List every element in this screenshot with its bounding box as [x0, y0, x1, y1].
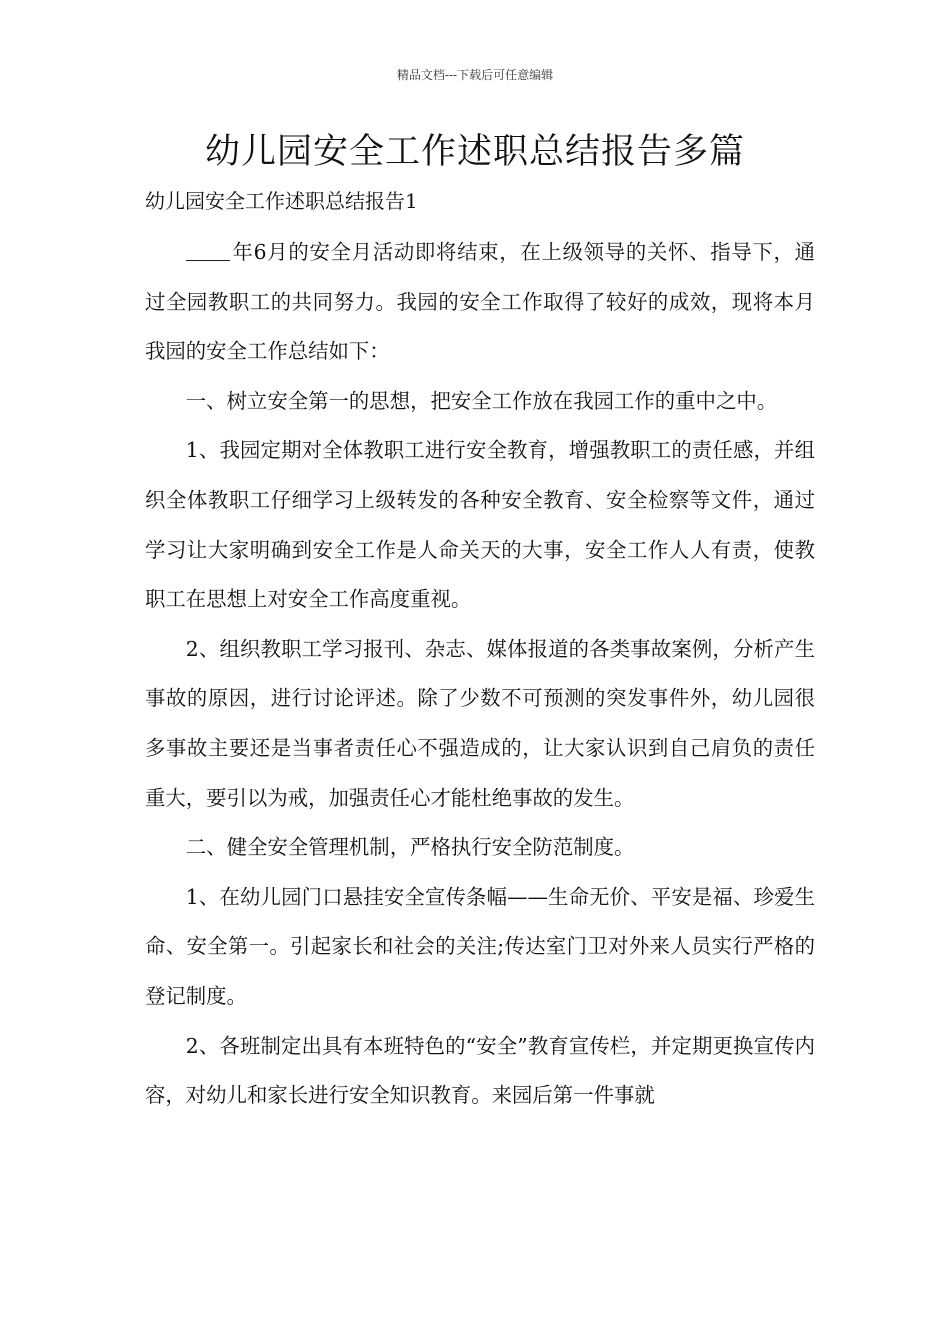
paragraph-intro-text: 年6月的安全月活动即将结束，在上级领导的关怀、指导下，通过全园教职工的共同努力。我园的安全工作取得了较好的成效，现将本月我园的安全工作总结如下：: [145, 240, 815, 364]
paragraph-heading-2: 二、健全安全管理机制，严格执行安全防范制度。: [185, 835, 635, 860]
year-blank: [186, 240, 230, 261]
paragraph-item-1-1: 1、我园定期对全体教职工进行安全教育，增强教职工的责任感，并组织全体教职工仔细学习上级转发的各种安全教育、安全检察等文件，通过学习让大家明确到安全工作是人命关天的大事，安全工作人人有责，使教职工在思想上对安全工作高度重视。: [145, 438, 815, 612]
paragraph-item-2-2: 2、各班制定出具有本班特色的“安全”教育宣传栏，并定期更换宣传内容，对幼儿和家长进行安全知识教育。来园后第一件事就: [145, 1033, 815, 1108]
paragraph-intro: [145, 228, 815, 377]
header-note: 精品文档---下载后可任意编辑: [396, 68, 554, 82]
document-subtitle: 幼儿园安全工作述职总结报告1: [145, 189, 418, 213]
document-body: [145, 228, 815, 1121]
paragraph-item-1-2: 2、组织教职工学习报刊、杂志、媒体报道的各类事故案例，分析产生事故的原因，进行讨论评述。除了少数不可预测的突发事件外，幼儿园很多事故主要还是当事者责任心不强造成的，让大家认识到自己肩负的责任重大，要引以为戒，加强责任心才能杜绝事故的发生。: [145, 636, 815, 810]
document-title: 幼儿园安全工作述职总结报告多篇: [204, 132, 745, 172]
paragraph-item-2-1: 1、在幼儿园门口悬挂安全宣传条幅——生命无价、平安是福、珍爱生命、安全第一。引起家长和社会的关注;传达室门卫对外来人员实行严格的登记制度。: [145, 884, 815, 1008]
paragraph-heading-1: 一、树立安全第一的思想，把安全工作放在我园工作的重中之中。: [185, 388, 778, 413]
